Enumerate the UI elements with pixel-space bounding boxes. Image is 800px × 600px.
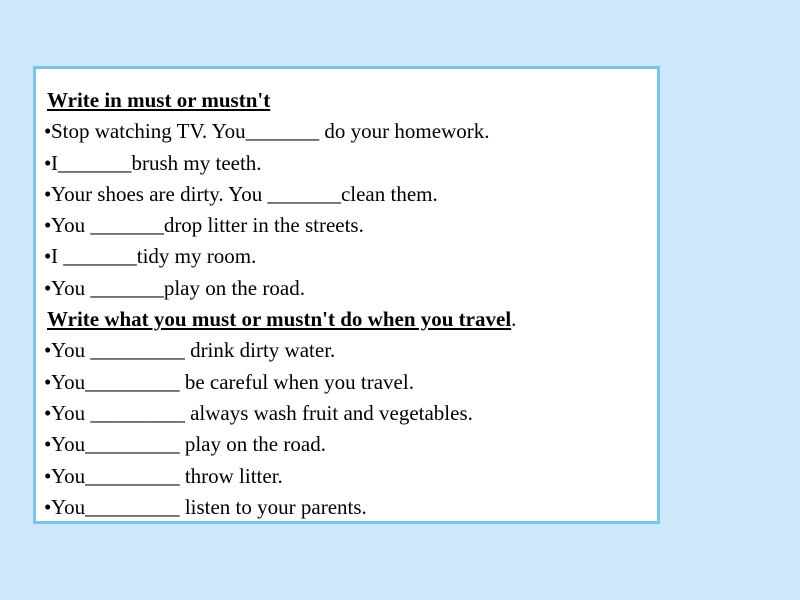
exercise-2-item	[44, 398, 651, 429]
exercise-1-item	[44, 148, 651, 179]
bullet-icon: •	[44, 338, 52, 363]
worksheet-lines	[44, 85, 651, 523]
bullet-icon: •	[44, 432, 52, 457]
exercise-2-item	[44, 335, 651, 366]
heading-trailing-period: .	[511, 307, 517, 332]
item-text: You _______play on the road.	[51, 275, 305, 300]
bullet-icon: •	[44, 400, 52, 425]
item-text: You_________ play on the road.	[51, 432, 326, 457]
bullet-icon: •	[44, 244, 52, 269]
item-text: Your shoes are dirty. You _______clean them.	[51, 181, 438, 206]
item-text: You_________ listen to your parents.	[51, 494, 367, 519]
item-text: You_________ throw litter.	[51, 463, 283, 488]
exercise-1-item	[44, 210, 651, 241]
bullet-icon: •	[44, 213, 52, 238]
heading-text: Write in must or mustn't	[47, 88, 271, 112]
bullet-icon: •	[44, 463, 52, 488]
exercise-1-item	[44, 179, 651, 210]
item-text: You_________ be careful when you travel.	[51, 369, 414, 394]
item-text: I_______brush my teeth.	[51, 150, 262, 175]
exercise-2-item	[44, 367, 651, 398]
heading-text: Write what you must or mustn't do when you travel	[47, 307, 512, 332]
exercise-2-item	[44, 492, 651, 523]
bullet-icon: •	[44, 494, 52, 519]
item-text: You _______drop litter in the streets.	[51, 213, 364, 238]
item-text: You _________ always wash fruit and vegetables.	[51, 400, 473, 425]
item-text: You _________ drink dirty water.	[51, 338, 336, 363]
heading-must-mustnt	[44, 85, 651, 116]
item-text: Stop watching TV. You_______ do your homework.	[51, 119, 490, 144]
bullet-icon: •	[44, 119, 52, 144]
bullet-icon: •	[44, 181, 52, 206]
bullet-icon: •	[44, 369, 52, 394]
exercise-1-item	[44, 116, 651, 147]
bullet-icon: •	[44, 150, 52, 175]
exercise-1-item	[44, 241, 651, 272]
item-text: I _______tidy my room.	[51, 244, 257, 269]
heading-travel	[44, 304, 651, 335]
bullet-icon: •	[44, 275, 52, 300]
exercise-2-item	[44, 429, 651, 460]
exercise-1-item	[44, 273, 651, 304]
worksheet-card	[33, 66, 660, 524]
exercise-2-item	[44, 461, 651, 492]
